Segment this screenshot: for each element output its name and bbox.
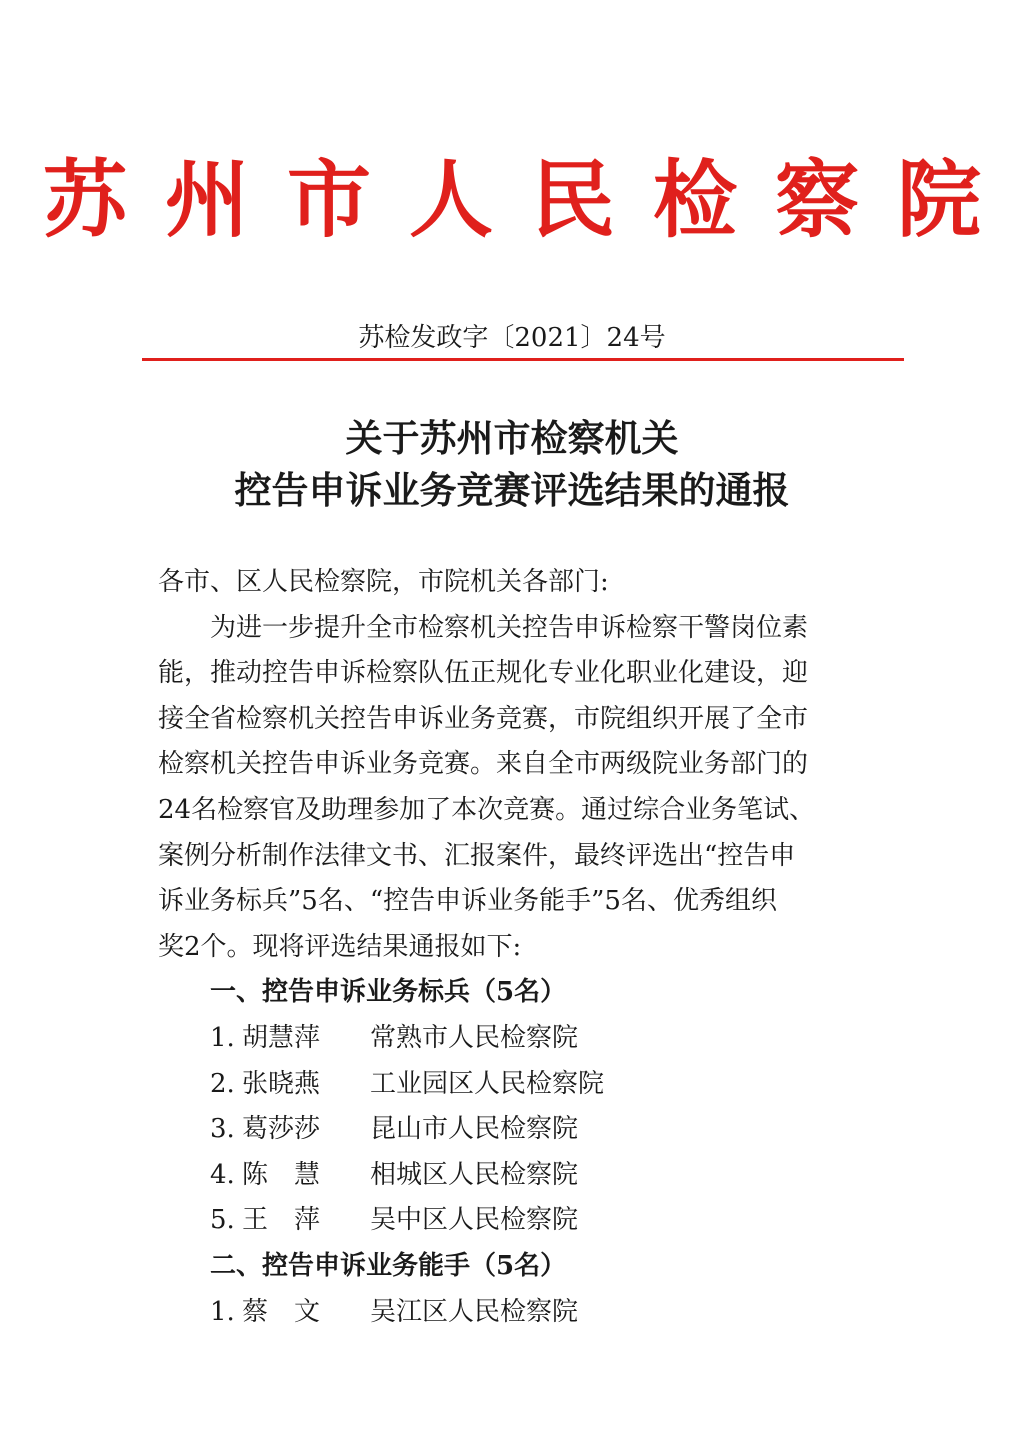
entry-organization: 吴中区人民检察院 [370,1205,579,1236]
entry-name: 蔡 文 [242,1296,321,1327]
paragraph-line: 接全省检察机关控告申诉业务竞赛，市院组织开展了全市 [158,703,809,734]
section-heading-1: 一、控告申诉业务标兵（5名） [210,977,567,1008]
paragraph-line: 能，推动控告申诉检察队伍正规化专业化职业化建设，迎 [158,658,809,689]
paragraph-line: 奖2个。现将评选结果通报如下: [158,931,522,962]
entry-name: 张晓燕 [242,1068,321,1099]
entry-name: 王 萍 [242,1205,321,1236]
notice-title [0,412,1024,516]
entry-organization: 吴江区人民检察院 [370,1296,579,1327]
salutation: 各市、区人民检察院，市院机关各部门: [158,567,609,597]
entry-number: 1. [210,1022,235,1053]
entry-number: 5. [210,1205,235,1236]
paragraph-line: 为进一步提升全市检察机关控告申诉检察干警岗位素 [210,612,809,643]
list-item [158,1198,858,1244]
entry-number: 1. [210,1296,235,1327]
notice-body [158,560,858,1335]
entry-number: 2. [210,1068,235,1099]
list-item [158,1016,858,1062]
list-item [158,1062,858,1108]
paragraph-line: 检察机关控告申诉业务竞赛。来自全市两级院业务部门的 [158,749,809,780]
list-item [158,1107,858,1153]
title-line-2: 控告申诉业务竞赛评选结果的通报 [234,468,790,512]
document-number: 苏检发政字〔2021〕24号 [358,323,666,353]
entry-organization: 工业园区人民检察院 [370,1068,605,1099]
title-line-1: 关于苏州市检察机关 [345,416,679,460]
masthead-title: 苏州市人民检察院 [42,150,1019,249]
entry-number: 3. [210,1114,235,1145]
list-item [158,1290,858,1336]
entry-name: 胡慧萍 [242,1022,321,1053]
entry-organization: 昆山市人民检察院 [370,1114,579,1145]
entry-name: 葛莎莎 [242,1114,321,1145]
entry-number: 4. [210,1159,235,1190]
entry-organization: 常熟市人民检察院 [370,1022,579,1053]
paragraph-line: 诉业务标兵”5名、“控告申诉业务能手”5名、优秀组织 [158,886,777,917]
paragraph-line: 案例分析制作法律文书、汇报案件，最终评选出“控告申 [158,840,796,871]
red-divider [142,358,904,361]
entry-name: 陈 慧 [242,1159,321,1190]
section-heading-2: 二、控告申诉业务能手（5名） [210,1250,567,1281]
entry-organization: 相城区人民检察院 [370,1159,579,1190]
paragraph-line: 24名检察官及助理参加了本次竞赛。通过综合业务笔试、 [158,794,816,825]
list-item [158,1153,858,1199]
